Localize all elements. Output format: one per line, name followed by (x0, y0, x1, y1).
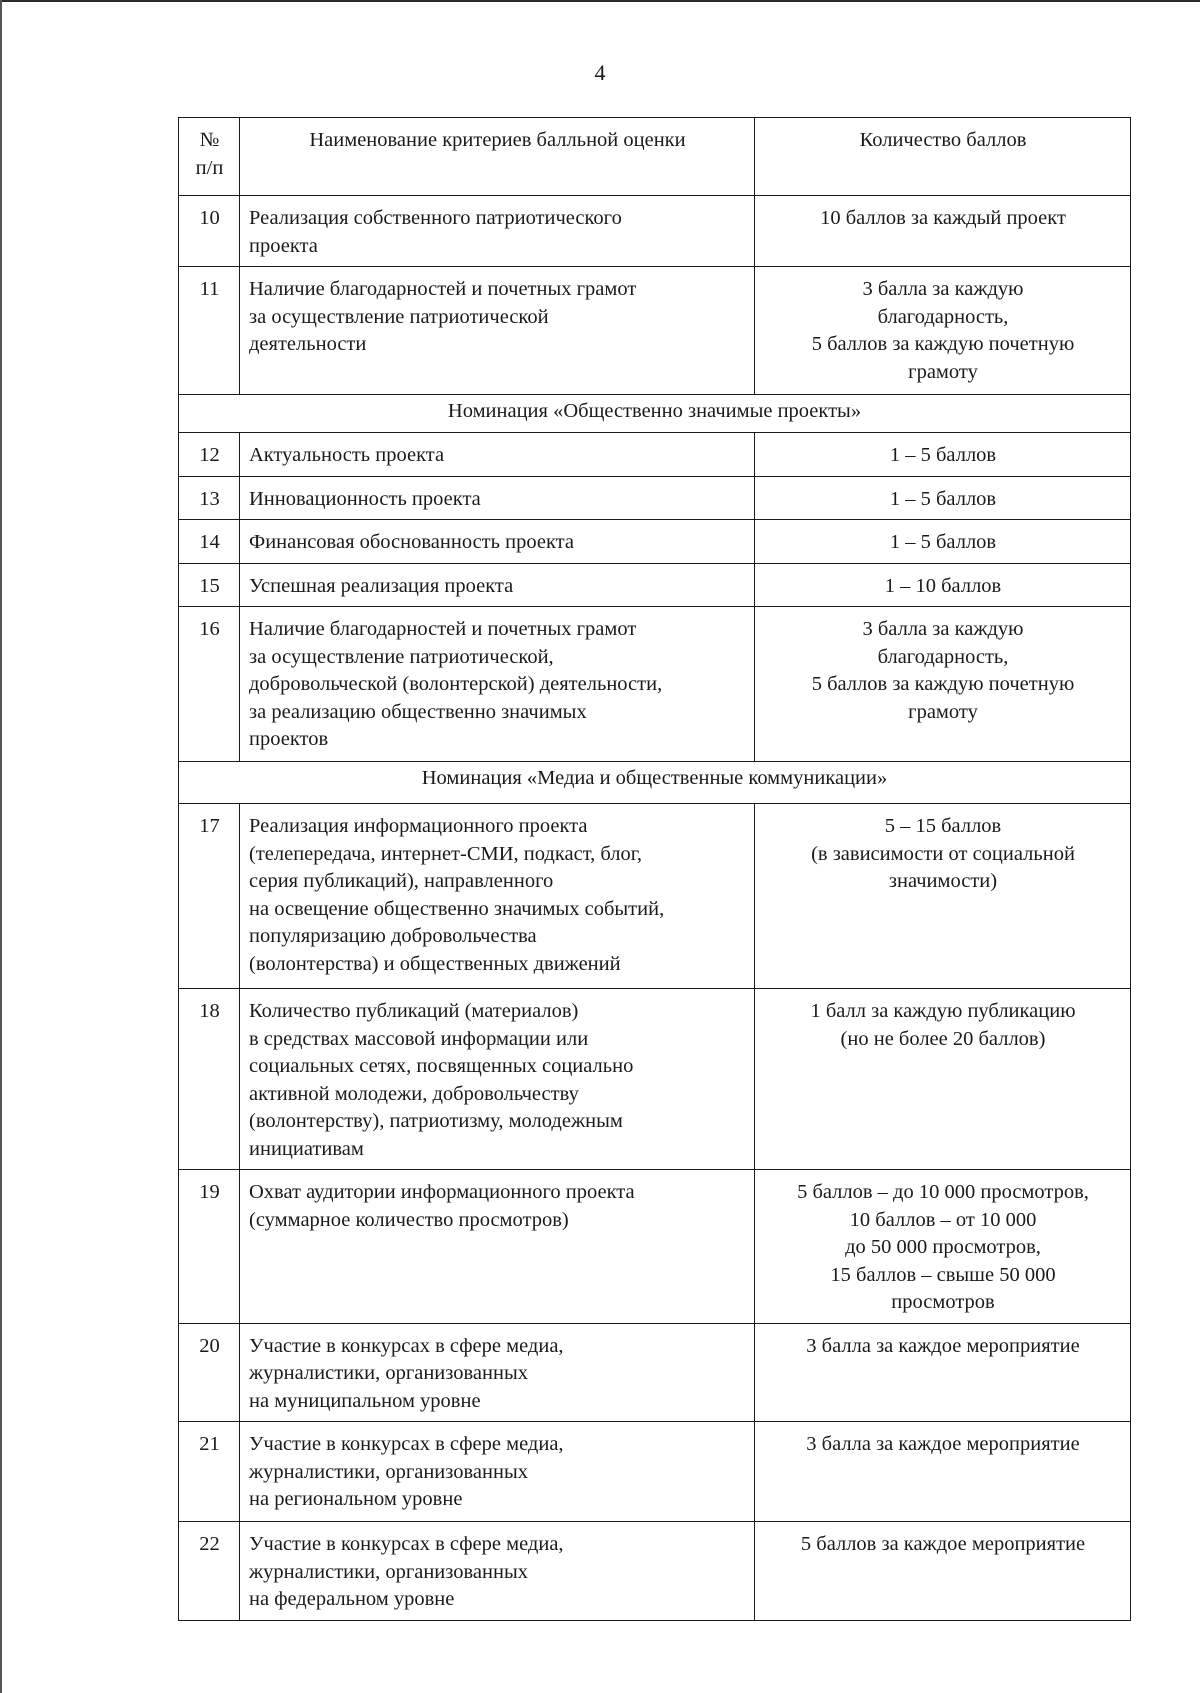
header-points: Количество баллов (755, 118, 1131, 196)
row-num: 21 (179, 1422, 240, 1522)
row-criterion: Актуальность проекта (240, 433, 755, 477)
row-num: 18 (179, 989, 240, 1170)
row-criterion: Участие в конкурсах в сфере медиа, журналистики, организованных на федеральном уровне (240, 1522, 755, 1621)
row-num: 19 (179, 1170, 240, 1324)
row-num: 10 (179, 196, 240, 267)
header-num: № п/п (179, 118, 240, 196)
table-row (179, 1522, 1131, 1621)
table-row (179, 804, 1131, 989)
table-row (179, 476, 1131, 520)
table-header-row (179, 118, 1131, 196)
row-points: 1 – 5 баллов (755, 520, 1131, 564)
nomination-row (179, 395, 1131, 433)
row-num: 13 (179, 476, 240, 520)
row-points: 5 – 15 баллов (в зависимости от социальной значимости) (755, 804, 1131, 989)
nomination-title: Номинация «Медиа и общественные коммуникации» (179, 762, 1131, 804)
row-points: 1 балл за каждую публикацию (но не более 20 баллов) (755, 989, 1131, 1170)
nomination-row (179, 762, 1131, 804)
row-points: 1 – 10 баллов (755, 563, 1131, 607)
criteria-table (178, 117, 1131, 1621)
row-criterion: Инновационность проекта (240, 476, 755, 520)
row-criterion: Реализация информационного проекта (телепередача, интернет-СМИ, подкаст, блог, серия публикаций), направленного на освещение общественно значимых событий, популяризацию добровольчества (волонтерства) и общественных движений (240, 804, 755, 989)
table-row (179, 267, 1131, 395)
row-points: 3 балла за каждую благодарность, 5 баллов за каждую почетную грамоту (755, 267, 1131, 395)
row-points: 3 балла за каждую благодарность, 5 баллов за каждую почетную грамоту (755, 607, 1131, 762)
row-num: 17 (179, 804, 240, 989)
row-criterion: Успешная реализация проекта (240, 563, 755, 607)
row-num: 11 (179, 267, 240, 395)
scan-edge-top (0, 0, 1200, 2)
row-points: 3 балла за каждое мероприятие (755, 1422, 1131, 1522)
page-number: 4 (594, 60, 606, 85)
row-criterion: Реализация собственного патриотического проекта (240, 196, 755, 267)
row-num: 12 (179, 433, 240, 477)
table-row (179, 563, 1131, 607)
table-row (179, 433, 1131, 477)
row-criterion: Финансовая обоснованность проекта (240, 520, 755, 564)
nomination-title: Номинация «Общественно значимые проекты» (179, 395, 1131, 433)
table-row (179, 607, 1131, 762)
row-points: 3 балла за каждое мероприятие (755, 1323, 1131, 1422)
table-row (179, 196, 1131, 267)
row-criterion: Участие в конкурсах в сфере медиа, журналистики, организованных на муниципальном уровне (240, 1323, 755, 1422)
row-points: 1 – 5 баллов (755, 433, 1131, 477)
row-num: 20 (179, 1323, 240, 1422)
row-criterion: Участие в конкурсах в сфере медиа, журналистики, организованных на региональном уровне (240, 1422, 755, 1522)
table-row (179, 1170, 1131, 1324)
row-criterion: Количество публикаций (материалов) в средствах массовой информации или социальных сетях, посвященных социально активной молодежи, добровольчеству (волонтерству), патриотизму, молодежным инициативам (240, 989, 755, 1170)
row-criterion: Охват аудитории информационного проекта (суммарное количество просмотров) (240, 1170, 755, 1324)
row-num: 22 (179, 1522, 240, 1621)
table-row (179, 520, 1131, 564)
row-num: 16 (179, 607, 240, 762)
header-name: Наименование критериев балльной оценки (240, 118, 755, 196)
row-points: 5 баллов за каждое мероприятие (755, 1522, 1131, 1621)
row-points: 5 баллов – до 10 000 просмотров, 10 баллов – от 10 000 до 50 000 просмотров, 15 баллов – свыше 50 000 просмотров (755, 1170, 1131, 1324)
row-points: 10 баллов за каждый проект (755, 196, 1131, 267)
scan-edge-left (0, 0, 2, 1693)
table-row (179, 1323, 1131, 1422)
table-row (179, 1422, 1131, 1522)
table-row (179, 989, 1131, 1170)
row-criterion: Наличие благодарностей и почетных грамот за осуществление патриотической, добровольческой (волонтерской) деятельности, за реализацию общественно значимых проектов (240, 607, 755, 762)
row-num: 14 (179, 520, 240, 564)
row-num: 15 (179, 563, 240, 607)
row-criterion: Наличие благодарностей и почетных грамот за осуществление патриотической деятельности (240, 267, 755, 395)
row-points: 1 – 5 баллов (755, 476, 1131, 520)
